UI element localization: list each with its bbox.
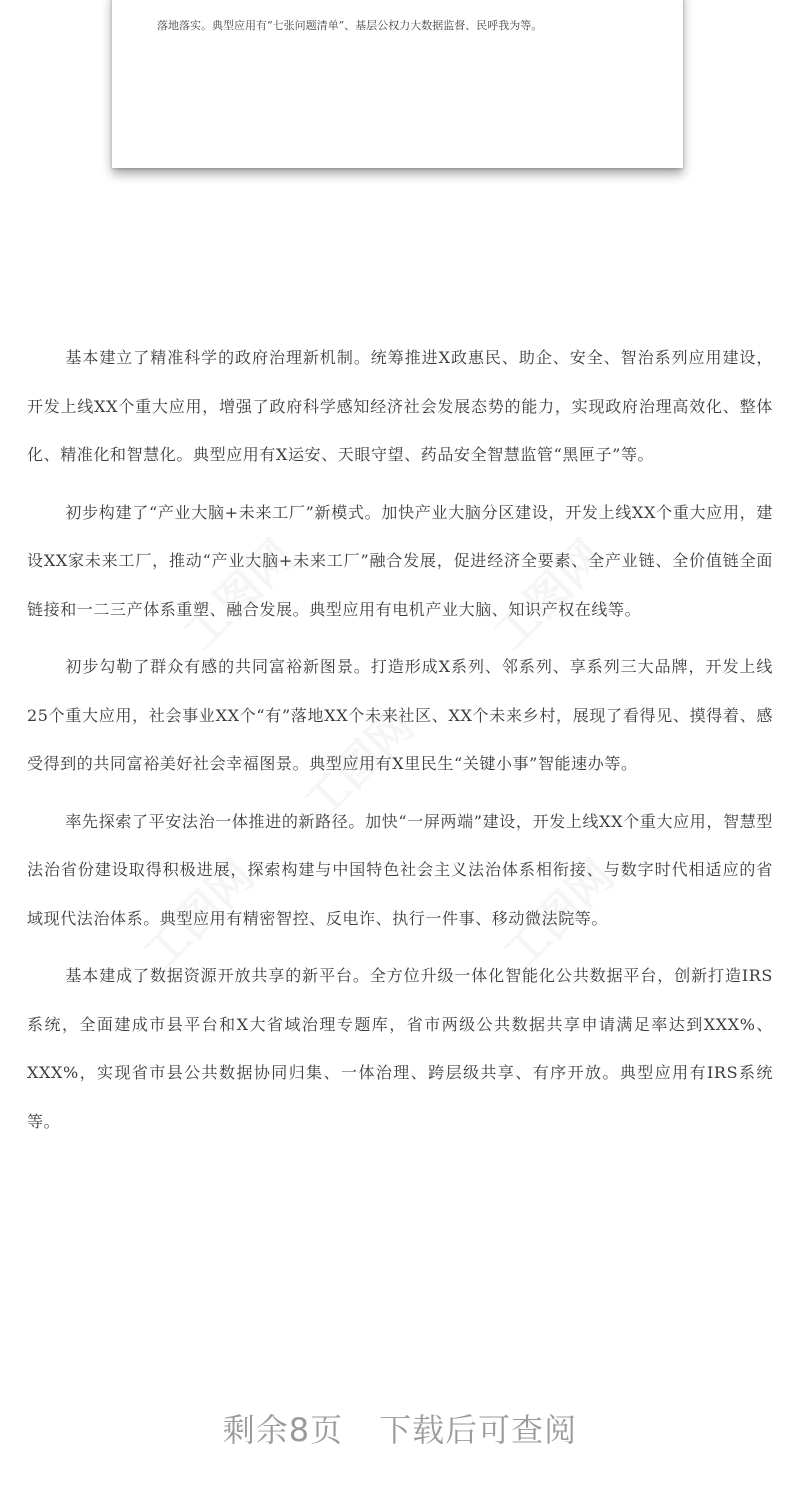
watermark: 工图网	[134, 850, 264, 980]
paragraph: 率先探索了平安法治一体推进的新路径。加快“一屏两端”建设，开发上线XX个重大应用，智慧型法治省份建设取得积极进展，探索构建与中国特色社会主义法治体系相衔接、与数字时代相适应的省域现代法治体系。典型应用有精密智控、反电诈、执行一件事、移动微法院等。	[27, 811, 773, 928]
watermark: 工图网	[174, 530, 304, 660]
download-to-view-label[interactable]: 下载后可查阅	[379, 1411, 578, 1449]
remaining-pages-label: 剩余8页	[222, 1411, 344, 1449]
paragraph: 初步勾勒了群众有感的共同富裕新图景。打造形成X系列、邻系列、享系列三大品牌，开发上线25个重大应用，社会事业XX个“有”落地XX个未来社区、XX个未来乡村，展现了看得见、摸得着、感受得到的共同富裕美好社会幸福图景。典型应用有X里民生“关键小事”智能速办等。	[27, 657, 773, 773]
paragraph: 基本建成了数据资源开放共享的新平台。全方位升级一体化智能化公共数据平台，创新打造IRS系统，全面建成市县平台和X大省域治理专题库，省市两级公共数据共享申请满足率达到XXX%、XXX%，实现省市县公共数据协同归集、一体治理、跨层级共享、有序开放。典型应用有IRS系统等。	[27, 966, 773, 1131]
watermark: 工图网	[484, 530, 614, 660]
watermark: 工图网	[294, 700, 424, 830]
paragraph: 基本建立了精准科学的政府治理新机制。统筹推进X政惠民、助企、安全、智治系列应用建设，开发上线XX个重大应用，增强了政府科学感知经济社会发展态势的能力，实现政府治理高效化、整体化、精准化和智慧化。典型应用有X运安、天眼守望、药品安全智慧监管“黑匣子”等。	[27, 348, 773, 464]
remaining-pages-notice[interactable]	[0, 1405, 800, 1451]
watermark: 工图网	[494, 850, 624, 980]
paragraph: 初步构建了“产业大脑+未来工厂”新模式。加快产业大脑分区建设，开发上线XX个重大应用，建设XX家未来工厂，推动“产业大脑+未来工厂”融合发展，促进经济全要素、全产业链、全价值链全面链接和一二三产体系重塑、融合发展。典型应用有电机产业大脑、知识产权在线等。	[27, 502, 773, 619]
preview-last-line: 落地落实。典型应用有“七张问题清单”、基层公权力大数据监督、民呼我为等。	[157, 19, 543, 32]
document-body	[27, 334, 773, 1155]
document-preview-card	[112, 0, 683, 168]
